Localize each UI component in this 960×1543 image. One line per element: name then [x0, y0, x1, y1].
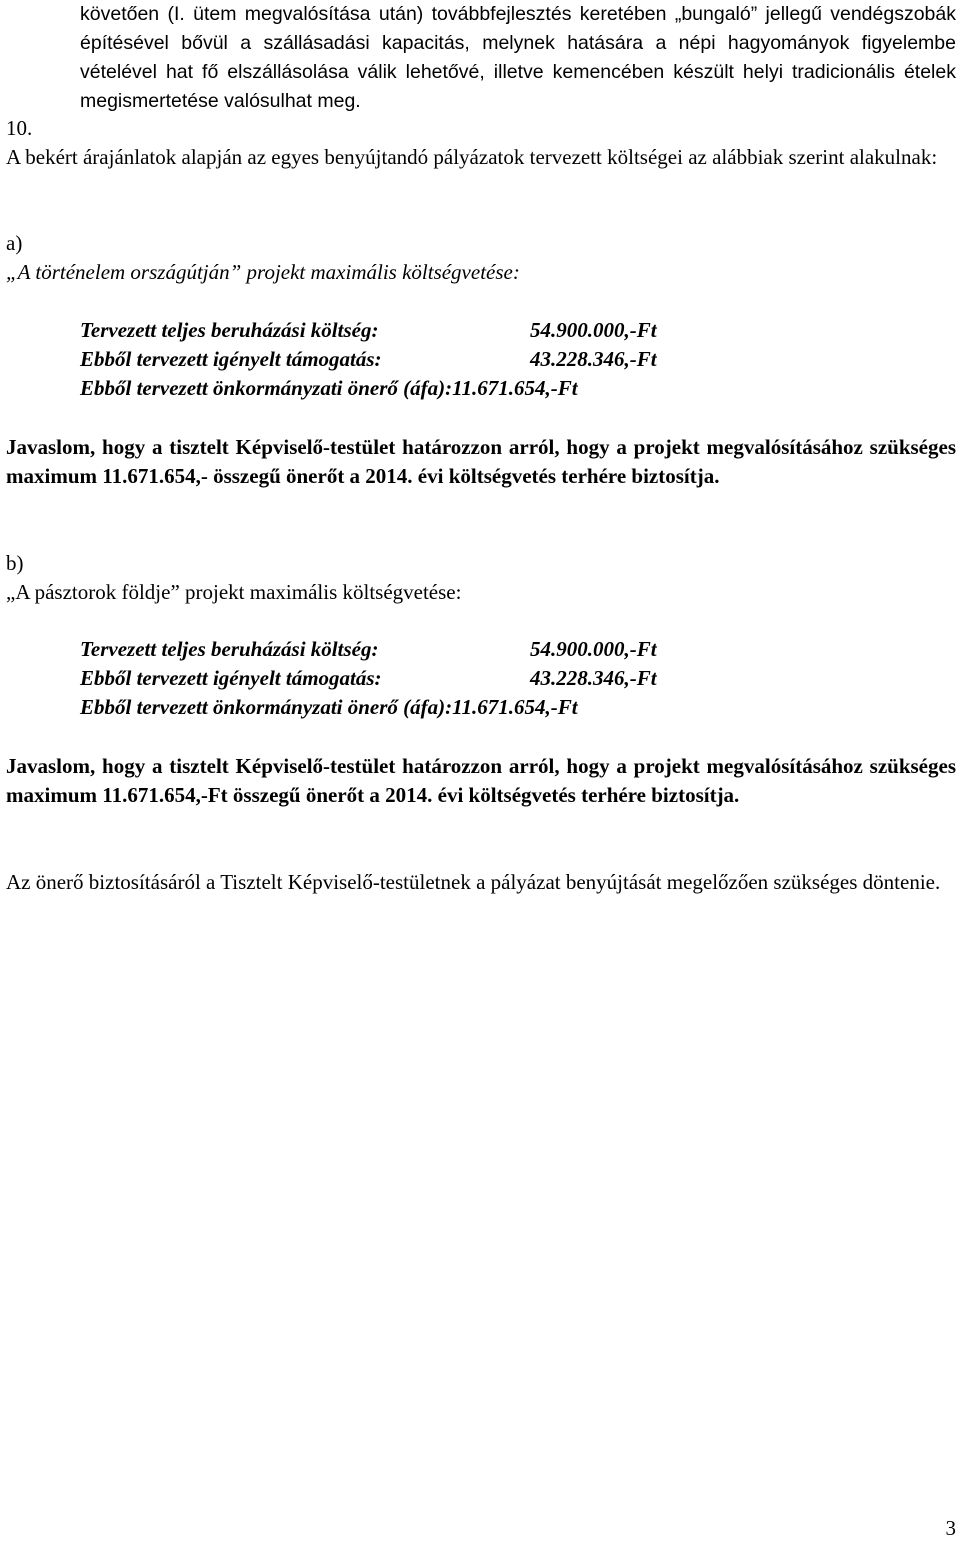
section-number: 10. — [6, 116, 33, 140]
cost-value: 11.671.654,-Ft — [452, 695, 578, 719]
cost-row-subsidy — [80, 345, 657, 374]
project-b-title: „A pásztorok földje” projekt maximális költségvetése: — [6, 580, 462, 604]
project-a-recommendation: Javaslom, hogy a tisztelt Képviselő-testület határozzon arról, hogy a projekt megvalósításához szükséges maximum 11.671.654,- összegű önerőt a 2014. évi költségvetés terhére biztosítja. — [6, 435, 956, 488]
cost-label: Ebből tervezett önkormányzati önerő (áfa): — [80, 376, 453, 400]
project-b-recommendation: Javaslom, hogy a tisztelt Képviselő-testület határozzon arról, hogy a projekt megvalósításához szükséges maximum 11.671.654,-Ft összegű önerőt a 2014. évi költségvetés terhére biztosítja. — [6, 754, 956, 807]
project-b-costs — [80, 635, 657, 722]
cost-row-total — [80, 316, 657, 345]
cost-label: Tervezett teljes beruházási költség: — [80, 318, 379, 342]
intro-paragraph: követően (I. ütem megvalósítása után) továbbfejlesztés keretében „bungaló” jellegű vendégszobák építésével bővül a szállásadási kapacitás, melynek hatására a népi hagyományok figyelembe vételével hat fő elszállásolása válik lehetővé, illetve kemencében készült helyi tradicionális ételek megismertetése valósulhat meg. — [80, 3, 956, 112]
project-a-marker: a) — [6, 231, 23, 255]
cost-value: 54.900.000,-Ft — [530, 318, 657, 342]
closing-paragraph: Az önerő biztosításáról a Tisztelt Képviselő-testületnek a pályázat benyújtását megelőzően szükséges döntenie. — [6, 870, 941, 894]
cost-value: 11.671.654,-Ft — [452, 376, 578, 400]
cost-label: Ebből tervezett igényelt támogatás: — [80, 666, 382, 690]
cost-label: Tervezett teljes beruházási költség: — [80, 637, 379, 661]
cost-value: 43.228.346,-Ft — [530, 347, 657, 371]
project-a-costs — [80, 316, 657, 403]
cost-label: Ebből tervezett önkormányzati önerő (áfa): — [80, 695, 453, 719]
lead-paragraph: A bekért árajánlatok alapján az egyes benyújtandó pályázatok tervezett költségei az alábbiak szerint alakulnak: — [6, 145, 938, 169]
cost-row-subsidy — [80, 664, 657, 693]
cost-value: 43.228.346,-Ft — [530, 666, 657, 690]
cost-row-own-contribution — [80, 374, 657, 403]
project-b-marker: b) — [6, 551, 24, 575]
project-a-title: „A történelem országútján” projekt maximális költségvetése: — [6, 260, 520, 284]
cost-row-own-contribution — [80, 693, 657, 722]
cost-value: 54.900.000,-Ft — [530, 637, 657, 661]
cost-label: Ebből tervezett igényelt támogatás: — [80, 347, 382, 371]
cost-row-total — [80, 635, 657, 664]
page-number: 3 — [945, 1516, 956, 1540]
